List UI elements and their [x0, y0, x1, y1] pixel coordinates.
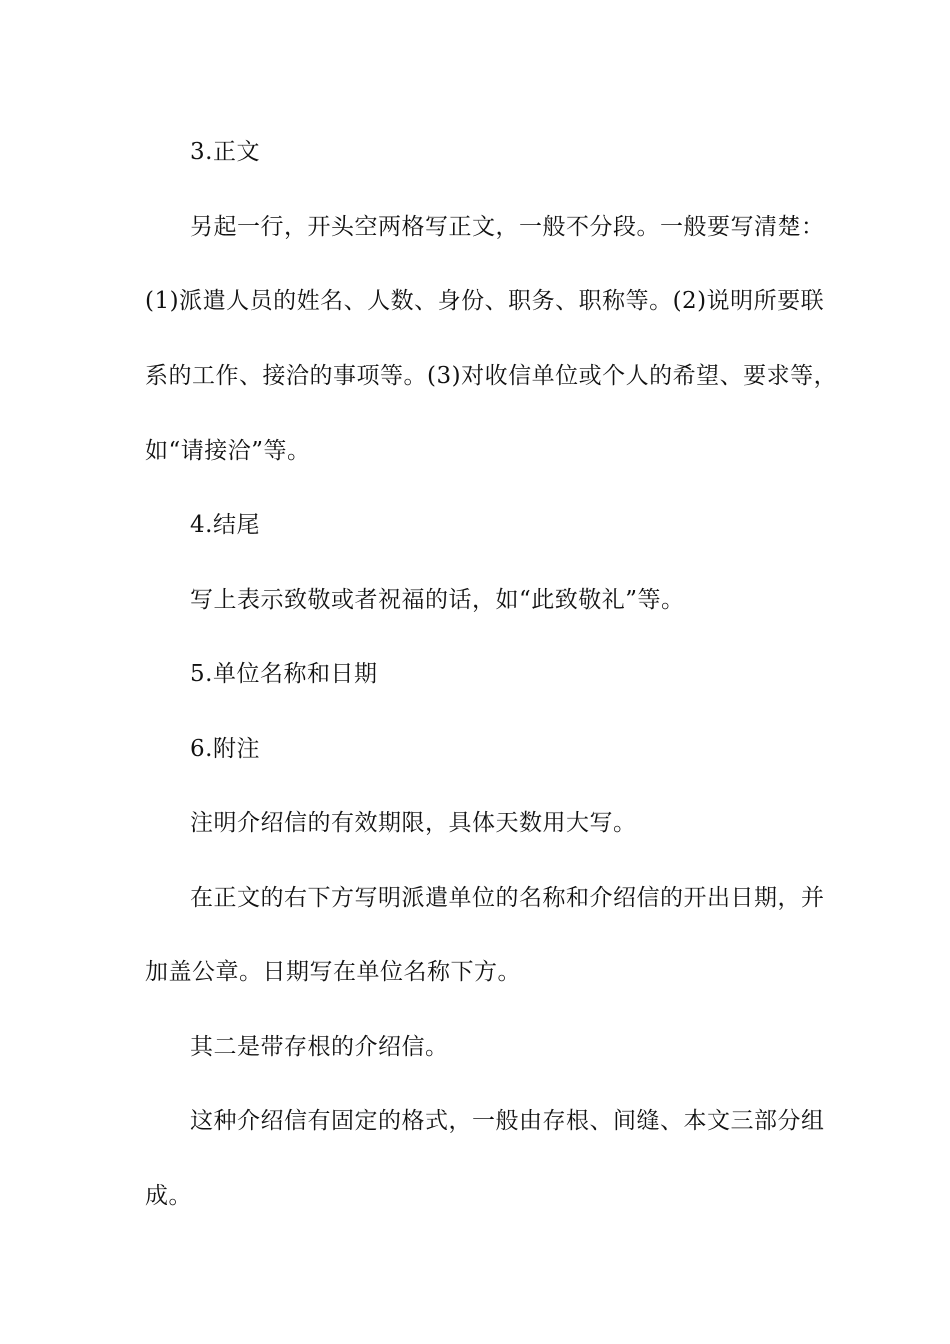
paragraph-line: 这种介绍信有固定的格式，一般由存根、间缝、本文三部分组 [190, 1108, 825, 1134]
paragraph-line: 加盖公章。日期写在单位名称下方。 [145, 959, 521, 985]
paragraph-line: 在正文的右下方写明派遣单位的名称和介绍信的开出日期，并 [190, 885, 825, 911]
section-heading-body: 3.正文 [190, 139, 260, 165]
section-heading-note: 6.附注 [190, 736, 260, 762]
paragraph-line: 系的工作、接洽的事项等。(3)对收信单位或个人的希望、要求等， [145, 363, 838, 389]
section-heading-unit-date: 5.单位名称和日期 [190, 661, 378, 687]
section-heading-ending: 4.结尾 [190, 512, 260, 538]
paragraph-line: 成。 [145, 1183, 192, 1209]
paragraph-line: 如“请接洽”等。 [145, 438, 311, 464]
paragraph-line: 注明介绍信的有效期限，具体天数用大写。 [190, 810, 637, 836]
paragraph-line: 另起一行，开头空两格写正文，一般不分段。一般要写清楚： [190, 214, 825, 240]
paragraph-line: (1)派遣人员的姓名、人数、身份、职务、职称等。(2)说明所要联 [145, 288, 825, 314]
paragraph-line: 写上表示致敬或者祝福的话，如“此致敬礼”等。 [190, 587, 685, 613]
paragraph-line: 其二是带存根的介绍信。 [190, 1034, 449, 1060]
